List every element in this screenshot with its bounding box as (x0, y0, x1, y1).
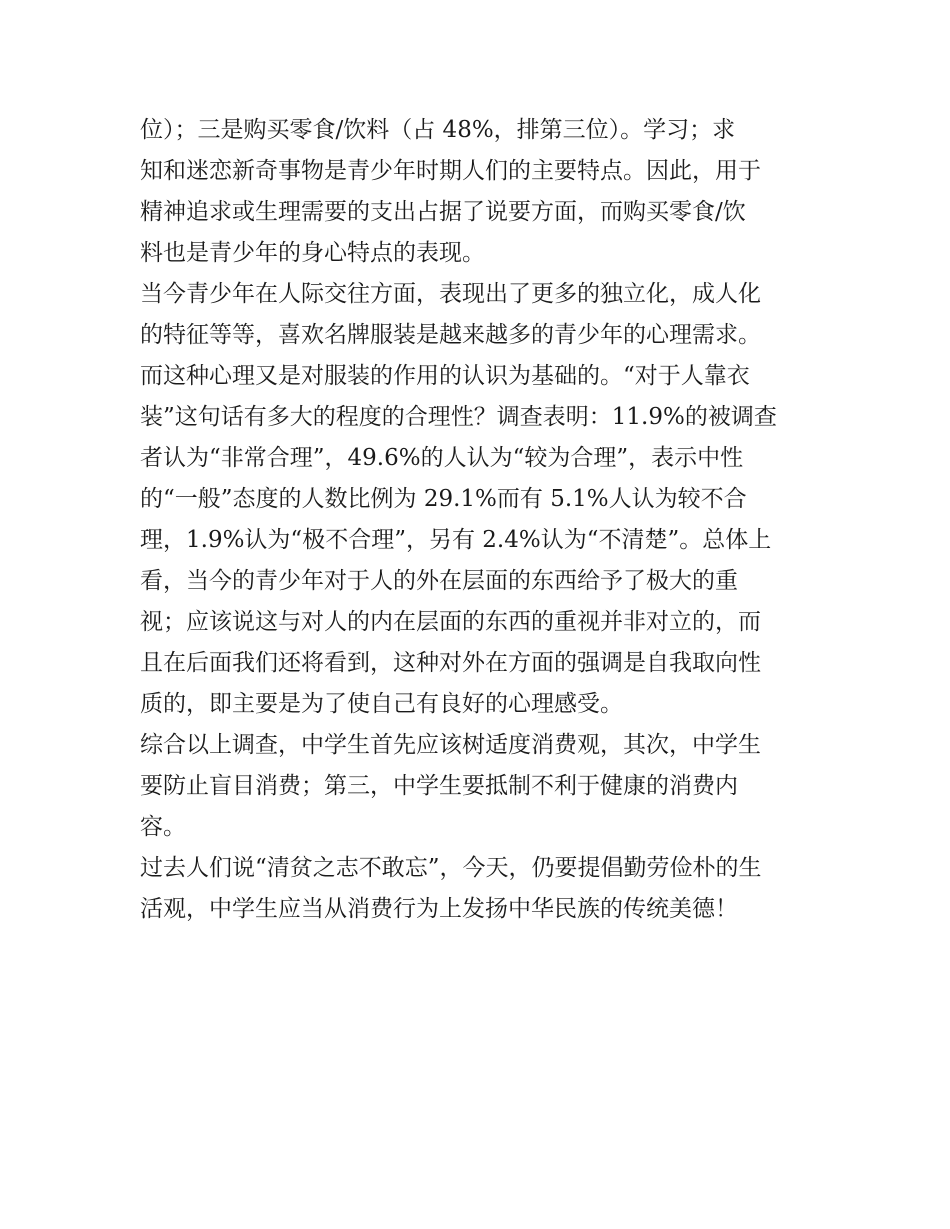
text-line: 装”这句话有多大的程度的合理性？调查表明：11.9%的被调查 (140, 404, 777, 430)
text-line: 精神追求或生理需要的支出占据了说要方面，而购买零食/饮 (140, 199, 746, 225)
text-line: 的特征等等，喜欢名牌服装是越来越多的青少年的心理需求。 (140, 322, 761, 348)
text-line: 活观，中学生应当从消费行为上发扬中华民族的传统美德！ (140, 896, 738, 922)
text-line: 而这种心理又是对服装的作用的认识为基础的。“对于人靠衣 (140, 363, 750, 389)
text-line: 者认为“非常合理”，49.6%的人认为“较为合理”，表示中性 (140, 445, 744, 471)
text-line: 的“一般”态度的人数比例为 29.1%而有 5.1%人认为较不合 (140, 486, 747, 512)
text-line: 容。 (140, 814, 186, 840)
text-line: 当今青少年在人际交往方面，表现出了更多的独立化，成人化 (140, 281, 761, 307)
text-line: 料也是青少年的身心特点的表现。 (140, 240, 485, 266)
text-line: 位）；三是购买零食/饮料（占 48%，排第三位）。学习；求 (140, 117, 736, 143)
document-body (140, 110, 820, 930)
text-line: 过去人们说“清贫之志不敢忘”，今天，仍要提倡勤劳俭朴的生 (140, 855, 762, 881)
text-line: 且在后面我们还将看到，这种对外在方面的强调是自我取向性 (140, 650, 761, 676)
text-line: 质的，即主要是为了使自己有良好的心理感受。 (140, 691, 623, 717)
text-line: 视；应该说这与对人的内在层面的东西的重视并非对立的，而 (140, 609, 761, 635)
text-line: 综合以上调查，中学生首先应该树适度消费观，其次，中学生 (140, 732, 761, 758)
text-line: 看，当今的青少年对于人的外在层面的东西给予了极大的重 (140, 568, 738, 594)
text-line: 知和迷恋新奇事物是青少年时期人们的主要特点。因此，用于 (140, 158, 761, 184)
text-line: 要防止盲目消费；第三，中学生要抵制不利于健康的消费内 (140, 773, 738, 799)
text-line: 理，1.9%认为“极不合理”，另有 2.4%认为“不清楚”。总体上 (140, 527, 772, 553)
